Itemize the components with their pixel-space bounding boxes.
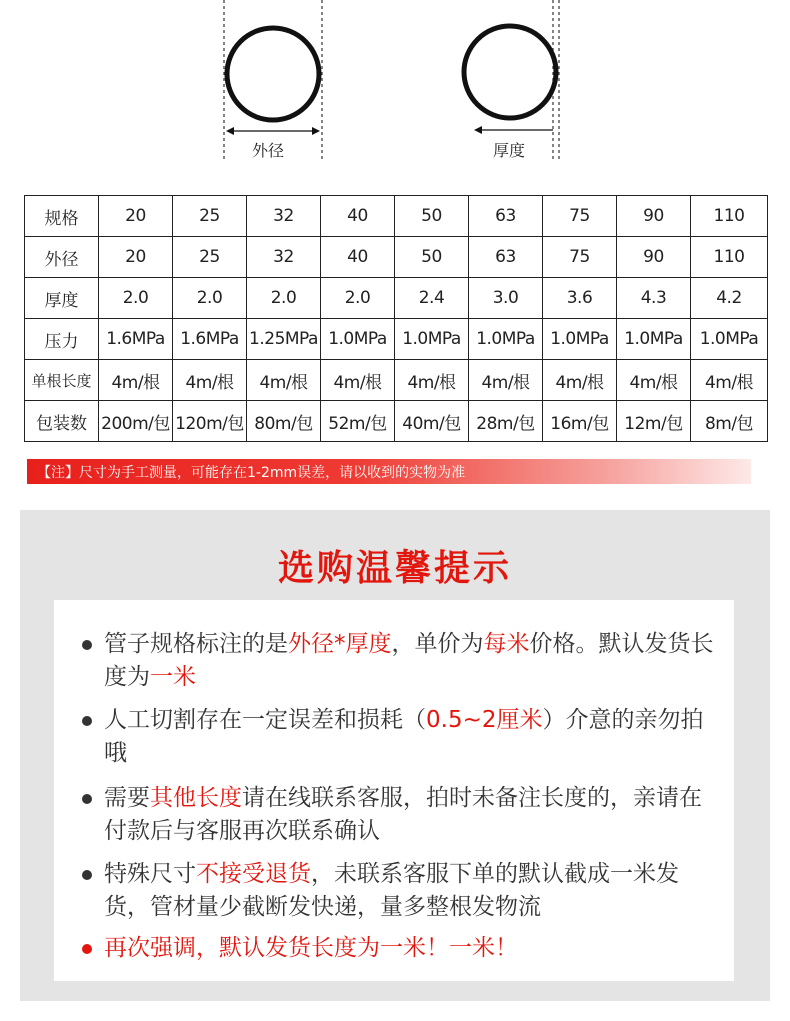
table-cell: 4m/根 — [173, 360, 247, 401]
table-cell: 25 — [173, 237, 247, 278]
table-row — [25, 196, 768, 237]
table-cell: 40m/包 — [395, 401, 469, 442]
table-cell: 110 — [691, 237, 768, 278]
table-cell: 4m/根 — [543, 360, 617, 401]
table-row — [25, 360, 768, 401]
table-cell: 4.2 — [691, 278, 768, 319]
table-cell: 4m/根 — [691, 360, 768, 401]
table-cell: 75 — [543, 196, 617, 237]
table-cell: 4m/根 — [247, 360, 321, 401]
spec-table — [24, 195, 768, 442]
tip-item — [104, 704, 724, 770]
table-cell: 2.0 — [173, 278, 247, 319]
table-cell: 16m/包 — [543, 401, 617, 442]
bullet-icon — [82, 640, 92, 650]
table-cell: 32 — [247, 196, 321, 237]
tip-item-emphasis — [104, 932, 724, 965]
outer-diameter-diagram — [200, 0, 360, 170]
outer-diameter-label: 外径 — [252, 141, 285, 160]
tip-highlight: 一米 — [150, 664, 196, 690]
row-header: 压力 — [25, 319, 99, 360]
table-cell: 1.0MPa — [395, 319, 469, 360]
thickness-label: 厚度 — [493, 141, 526, 160]
tip-item — [104, 782, 724, 848]
table-cell: 40 — [321, 237, 395, 278]
table-cell: 1.0MPa — [321, 319, 395, 360]
measurement-note-text: 【注】尺寸为手工测量，可能存在1-2mm误差，请以收到的实物为准 — [37, 465, 466, 481]
table-cell: 12m/包 — [617, 401, 691, 442]
row-header: 外径 — [25, 237, 99, 278]
table-cell: 40 — [321, 196, 395, 237]
tip-highlight: 不接受退货 — [196, 861, 311, 887]
table-cell: 20 — [99, 237, 173, 278]
table-cell: 32 — [247, 237, 321, 278]
bullet-icon — [82, 870, 92, 880]
table-cell: 3.6 — [543, 278, 617, 319]
bullet-icon — [82, 794, 92, 804]
table-cell: 80m/包 — [247, 401, 321, 442]
table-cell: 63 — [469, 237, 543, 278]
tip-text: 价格。默认发货长度为 — [104, 631, 714, 690]
tip-highlight: 其他长度 — [150, 785, 242, 811]
table-cell: 1.0MPa — [469, 319, 543, 360]
row-header: 单根长度 — [25, 360, 99, 401]
table-cell: 3.0 — [469, 278, 543, 319]
table-row — [25, 237, 768, 278]
row-header: 包装数 — [25, 401, 99, 442]
measurement-note-banner — [27, 459, 751, 484]
tip-text: 需要 — [104, 785, 150, 811]
tip-text: ）介意的亲勿拍哦 — [104, 707, 704, 766]
tip-highlight: 外径*厚度 — [288, 631, 392, 657]
table-cell: 25 — [173, 196, 247, 237]
row-header: 厚度 — [25, 278, 99, 319]
table-cell: 90 — [617, 237, 691, 278]
table-row — [25, 401, 768, 442]
tip-text: 管子规格标注的是 — [104, 631, 288, 657]
table-cell: 4m/根 — [395, 360, 469, 401]
tips-title: 选购温馨提示 — [277, 548, 512, 589]
table-cell: 20 — [99, 196, 173, 237]
tip-text: ，未联系客服下单的默认截成一米发货，管材量少截断发快递，量多整根发物流 — [104, 861, 679, 920]
table-cell: 1.0MPa — [617, 319, 691, 360]
shopping-tips-panel — [20, 510, 770, 1001]
bullet-icon — [82, 944, 92, 954]
table-cell: 4m/根 — [617, 360, 691, 401]
table-cell: 4m/根 — [321, 360, 395, 401]
table-cell: 4.3 — [617, 278, 691, 319]
table-cell: 50 — [395, 196, 469, 237]
table-cell: 63 — [469, 196, 543, 237]
row-header: 规格 — [25, 196, 99, 237]
table-cell: 8m/包 — [691, 401, 768, 442]
tip-text: 再次强调，默认发货长度为一米！一米！ — [104, 935, 518, 961]
table-cell: 4m/根 — [99, 360, 173, 401]
table-row — [25, 319, 768, 360]
tip-text: 特殊尺寸 — [104, 861, 196, 887]
table-row — [25, 278, 768, 319]
table-cell: 75 — [543, 237, 617, 278]
table-cell: 2.4 — [395, 278, 469, 319]
tip-text: 请在线联系客服，拍时未备注长度的，亲请在付款后与客服再次联系确认 — [104, 785, 702, 844]
thickness-diagram — [438, 0, 598, 170]
tip-highlight: 0.5~2厘米 — [426, 707, 543, 733]
tips-card — [54, 600, 734, 981]
tip-item — [104, 858, 724, 924]
table-cell: 90 — [617, 196, 691, 237]
table-cell: 2.0 — [247, 278, 321, 319]
table-cell: 1.0MPa — [691, 319, 768, 360]
tip-highlight: 每米 — [483, 631, 530, 657]
table-cell: 50 — [395, 237, 469, 278]
tip-text: ，单价为 — [391, 631, 484, 657]
table-cell: 200m/包 — [99, 401, 173, 442]
table-cell: 1.6MPa — [99, 319, 173, 360]
table-cell: 1.6MPa — [173, 319, 247, 360]
table-cell: 2.0 — [321, 278, 395, 319]
table-cell: 120m/包 — [173, 401, 247, 442]
tip-text: 人工切割存在一定误差和损耗（ — [104, 707, 426, 733]
bullet-icon — [82, 716, 92, 726]
table-cell: 2.0 — [99, 278, 173, 319]
table-cell: 52m/包 — [321, 401, 395, 442]
tip-item — [104, 628, 724, 694]
table-cell: 1.0MPa — [543, 319, 617, 360]
table-cell: 110 — [691, 196, 768, 237]
table-cell: 28m/包 — [469, 401, 543, 442]
table-cell: 4m/根 — [469, 360, 543, 401]
table-cell: 1.25MPa — [247, 319, 321, 360]
